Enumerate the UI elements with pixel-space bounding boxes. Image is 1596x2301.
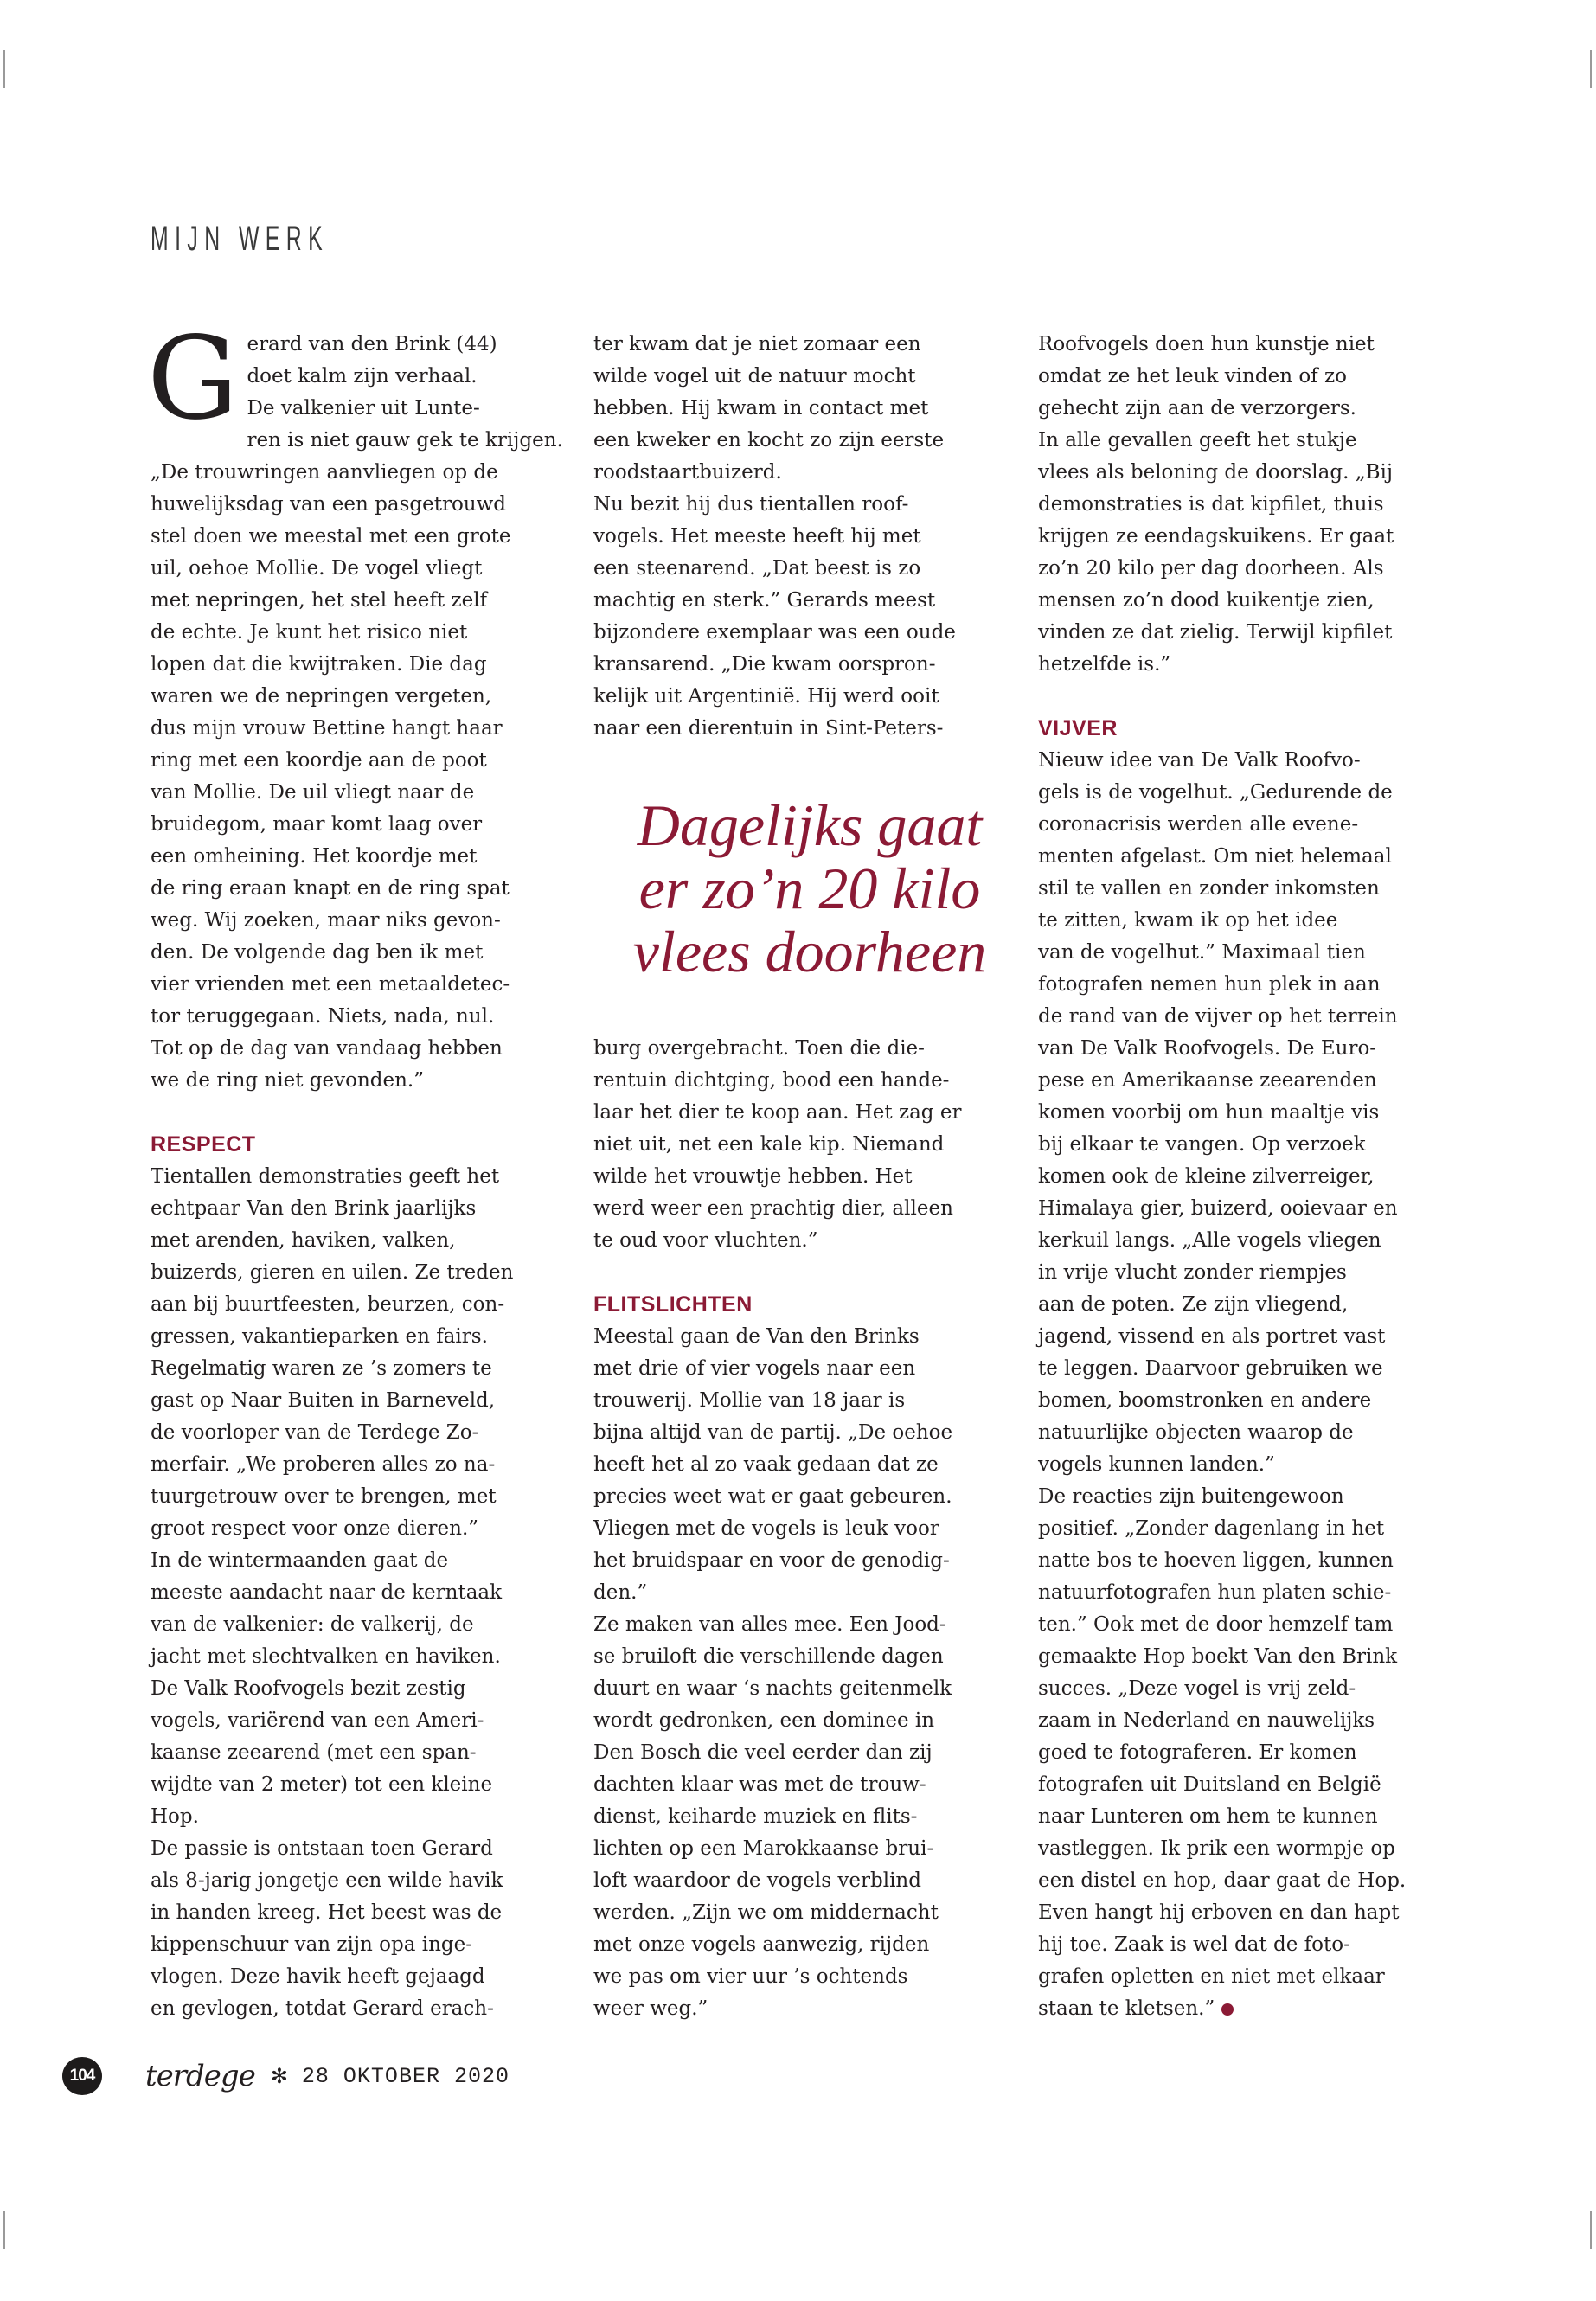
magazine-logo: terdege (145, 2059, 255, 2093)
end-mark-dot-icon (1221, 2003, 1234, 2016)
asterisk-separator-icon: ✻ (270, 2064, 288, 2088)
page-number-badge: 104 (62, 2057, 102, 2095)
subheading-respect: RESPECT (151, 1132, 256, 1157)
drop-cap: G (147, 312, 239, 445)
article-column-1 (147, 312, 574, 2025)
paragraph-text: Nieuw idee van De Valk Roofvo- gels is de vogelhut. „Gedurende de coronacrisis werden alle evene- menten afgelast. Om niet helemaal stil te vallen en zonder inkomsten te zitten, kwam ik op het idee van de vogelhut.” Maximaal tien fotografen nemen hun plek in aan de rand van de vijver op het terrein van De Valk Roofvogels. De Euro- pese en Amerikaanse zeearenden komen voorbij om hun maaltje vis bij elkaar te vangen. Op verzoek komen ook de kleine zilverreiger, Himalaya gier, buizerd, ooievaar en kerkuil langs. „Alle vogels vliegen in vrije vlucht zonder riempjes aan de poten. Ze zijn vliegend, jagend, vissend en als portret vast te leggen. Daarvoor gebruiken we bomen, boomstronken en andere natuurlijke objecten waarop de vogels kunnen landen.” De reacties zijn buitengewoon positief. „Zonder dagenlang in het natte bos te hoeven liggen, kunnen natuurfotografen hun platen schie- ten.” Ook met de door hemzelf tam gemaakte Hop boekt Van den Brink succes. „Deze vogel is vrij zeld- zaam in Nederland en nauwelijks goed te fotograferen. Er komen fotografen uit Duitsland en België naar Lunteren om hem te kunnen vastleggen. Ik prik een wormpje op een distel en hop, daar gaat de Hop. Even hangt hij erboven en dan hapt hij toe. Zaak is wel dat de foto- grafen opletten en niet met elkaar staan te kletsen.” (1038, 749, 1407, 2020)
article-column-3 (1038, 329, 1462, 2025)
page-footer (62, 2057, 510, 2095)
paragraph: erard van den Brink (44) doet kalm zijn verhaal. De valkenier uit Lunte- ren is niet gauw gek te krijgen. „De trouwringen aanvliegen op de huwelijksdag van een pasgetrouwd stel doen we meestal met een grote uil, oehoe Mollie. De vogel vliegt met nepringen, het stel heeft zelf de echte. Je kunt het risico niet lopen dat die kwijtraken. Die dag waren we de nepringen vergeten, dus mijn vrouw Bettine hangt haar ring met een koordje aan de poot van Mollie. De uil vliegt naar de bruidegom, maar komt laag over een omheining. Het koordje met de ring eraan knapt en de ring spat weg. Wij zoeken, maar niks gevon- den. De volgende dag ben ik met vier vrienden met een metaaldetec- tor teruggegaan. Niets, nada, nul. Tot op de dag van vandaag hebben we de ring niet gevonden.” (151, 333, 563, 1092)
subheading-flitslichten: FLITSLICHTEN (593, 1292, 753, 1317)
paragraph: burg overgebracht. Toen die die- rentuin dichtging, bood een hande- laar het dier te koop aan. Het zag er niet uit, net een kale kip. Niemand wilde het vrouwtje hebben. Het werd weer een prachtig dier, alleen te oud voor vluchten.” (593, 1037, 962, 1252)
crop-mark (3, 50, 5, 88)
subheading-vijver: VIJVER (1038, 716, 1118, 740)
paragraph: Roofvogels doen hun kunstje niet omdat ze het leuk vinden of zo gehecht zijn aan de verzorgers. In alle gevallen geeft het stukje vlees als beloning de doorslag. „Bij demonstraties is dat kipfilet, thuis krijgen ze eendagskuikens. Er gaat zo’n 20 kilo per dag doorheen. Als mensen zo’n dood kuikentje zien, vinden ze dat zielig. Terwijl kipfilet hetzelfde is.” (1038, 333, 1394, 676)
paragraph: ter kwam dat je niet zomaar een wilde vogel uit de natuur mocht hebben. Hij kwam in contact met een kweker en kocht zo zijn eerste roodstaartbuizerd. Nu bezit hij dus tientallen roof- vogels. Het meeste heeft hij met een steenarend. „Dat beest is zo machtig en sterk.” Gerards meest bijzondere exemplaar was een oude kransarend. „Die kwam oorspron- kelijk uit Argentinië. Hij werd ooit naar een dierentuin in Sint-Peters- (593, 333, 956, 740)
section-label: MIJN WERK (151, 220, 330, 258)
paragraph-final (1038, 745, 1462, 2025)
crop-mark (3, 2211, 5, 2249)
crop-mark (1590, 2211, 1592, 2249)
crop-mark (1590, 50, 1592, 88)
pull-quote: Dagelijks gaat er zo’n 20 kilo vlees doorheen (632, 792, 987, 984)
paragraph: Meestal gaan de Van den Brinks met drie of vier vogels naar een trouwerij. Mollie van 18 jaar is bijna altijd van de partij. „De oehoe heeft het al zo vaak gedaan dat ze precies weet wat er gaat gebeuren. Vliegen met de vogels is leuk voor het bruidspaar en voor de genodig- den.” Ze maken van alles mee. Een Jood- se bruiloft die verschillende dagen duurt en waar ‘s nachts geitenmelk wordt gedronken, een dominee in Den Bosch die veel eerder dan zij dachten klaar was met de trouw- dienst, keiharde muziek en flits- lichten op een Marokkaanse brui- loft waardoor de vogels verblind werden. „Zijn we om middernacht met onze vogels aanwezig, rijden we pas om vier uur ’s ochtends weer weg.” (593, 1325, 953, 2020)
article-column-2 (593, 329, 1017, 2025)
issue-date: 28 OKTOBER 2020 (301, 2063, 510, 2089)
paragraph: Tientallen demonstraties geeft het echtpaar Van den Brink jaarlijks met arenden, haviken, valken, buizerds, gieren en uilen. Ze treden aan bij buurtfeesten, beurzen, con- gressen, vakantieparken en fairs. Regelmatig waren ze ’s zomers te gast op Naar Buiten in Barneveld, de voorloper van de Terdege Zo- merfair. „We proberen alles zo na- tuurgetrouw over te brengen, met groot respect voor onze dieren.” In de wintermaanden gaat de meeste aandacht naar de kerntaak van de valkenier: de valkerij, de jacht met slechtvalken en haviken. De Valk Roofvogels bezit zestig vogels, variërend van een Ameri- kaanse zeearend (met een span- wijdte van 2 meter) tot een kleine Hop. De passie is ontstaan toen Gerard als 8-jarig jongetje een wilde havik in handen kreeg. Het beest was de kippenschuur van zijn opa inge- vlogen. Deze havik heeft gejaagd en gevlogen, totdat Gerard erach- (151, 1165, 514, 2020)
